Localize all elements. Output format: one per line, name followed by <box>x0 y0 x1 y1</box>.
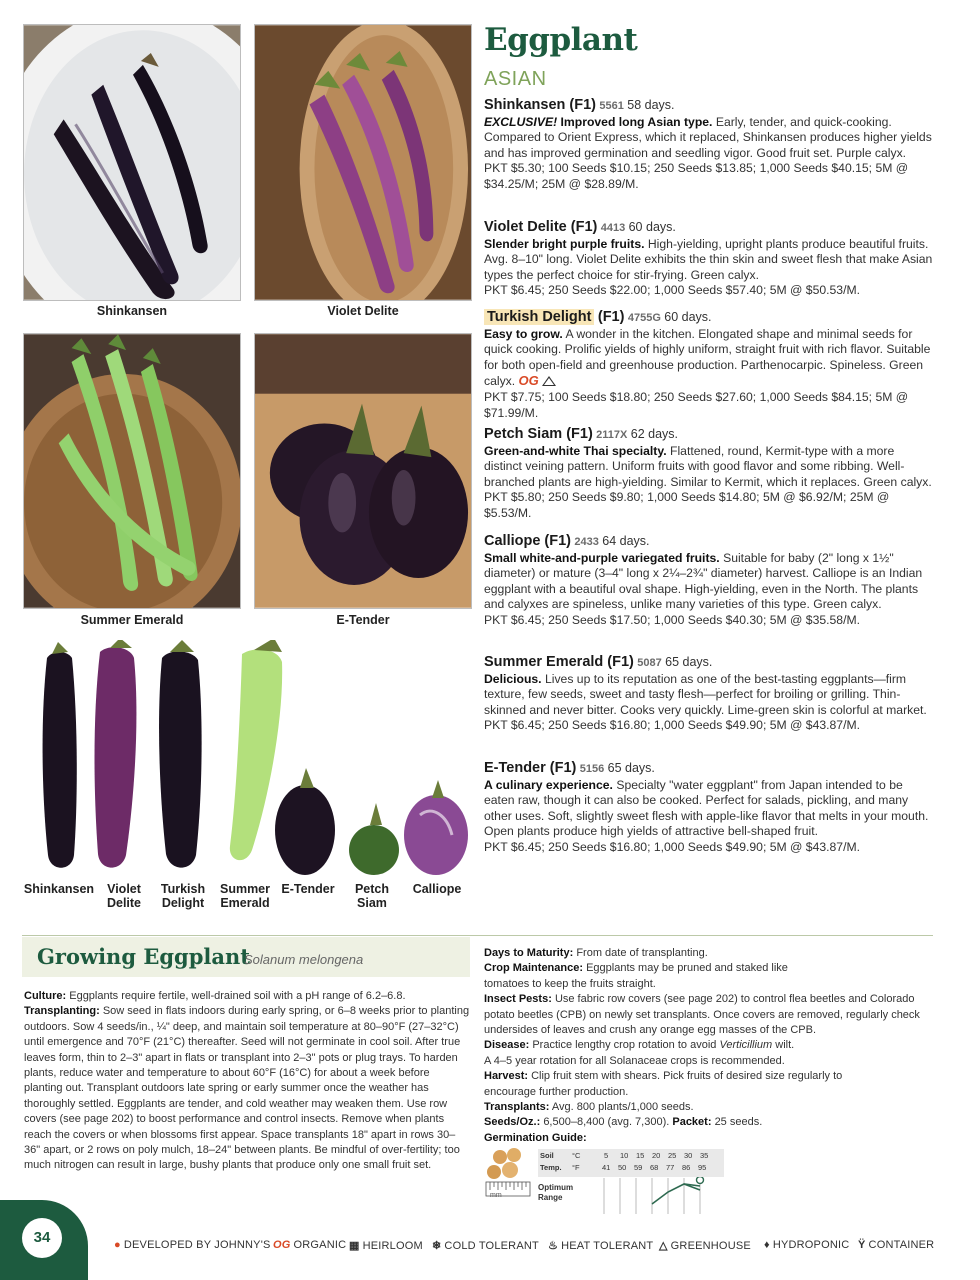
variety-e-tender <box>484 761 934 856</box>
variety-petch-siam <box>484 427 934 522</box>
variety-suffix: (F1) <box>597 309 625 325</box>
lineup-label-2: Violet Delite <box>106 882 142 910</box>
water-drop-icon: ♦ <box>764 1239 770 1251</box>
variety-code: 5156 <box>579 763 605 775</box>
legend-heat-tolerant: ♨ HEAT TOLERANT <box>548 1240 654 1252</box>
germination-temperature-table: Soil °C 5 10 15 20 25 30 35 Temp. °F 41 50 59 68 77 86 95 <box>538 1149 724 1177</box>
variety-days: 58 days. <box>627 98 675 112</box>
transplanting-paragraph: Transplanting: Sow seed in flats indoors during early spring, or 6–8 weeks prior to planting outdoors. Sow 4 seeds/in., ¼" deep, and maintain soil temperature at 80–90°F (27–32°C) until emergence and 70°F (21°C) thereafter. Seed will not germinate in cool soil. After true leaves form, thin to 2–3" apart in flats or transplant into 2–3" pots or plug trays. To harden plants, reduce water and temperature to about 60°F (16°C) for about a week before planting out. Transplant outdoors late spring or early summer once the weather has thoroughly settled. Eggplants are tender, and cold weather may weaken them. Use row covers (see page 202) to boost performance and control insects. Remove when plants reach the covers or when blossoms first appear. Space transplants 18" apart in rows 30–36" apart, or 2 rows on poly mulch, 18–24" between plants. Be mindful of over-fertility; too much nitrogen can result in large, bushy plants that produce only one small fruit set. <box>24 1005 470 1172</box>
variety-price: PKT $5.80; 250 Seeds $9.80; 1,000 Seeds $14.80; 5M @ $6.92/M; 25M @ $5.53/M. <box>484 490 890 520</box>
organic-icon: OG <box>273 1239 291 1251</box>
rotation-paragraph: A 4–5 year rotation for all Solanaceae crops is recommended. <box>484 1054 785 1067</box>
insect-paragraph: Insect Pests: Use fabric row covers (see page 202) to control flea beetles and Colorado potato beetles (CPB) on newly set transplants. Once covers are removed, regularly check undersides of leaves and crush any orange egg masses of the CPB. <box>484 993 920 1037</box>
disease-paragraph: Disease: Practice lengthy crop rotation to avoid Verticillium wilt. <box>484 1039 795 1052</box>
variety-days: 65 days. <box>607 761 655 775</box>
photo-shinkansen <box>23 24 241 301</box>
variety-summer-emerald <box>484 655 934 734</box>
variety-code: 4755G <box>627 312 661 324</box>
e-tender-image <box>255 334 471 608</box>
legend-organic: OG ORGANIC <box>273 1239 347 1251</box>
lineup-label-1: Shinkansen <box>23 882 95 896</box>
container-plant-icon: Ÿ <box>858 1239 866 1251</box>
growing-title: Growing Eggplant <box>37 944 250 969</box>
legend-container: Ÿ CONTAINER <box>858 1239 935 1251</box>
lineup-label-4: Summer Emerald <box>219 882 271 910</box>
page-title: Eggplant <box>484 22 638 58</box>
seeds-paragraph: Seeds/Oz.: 6,500–8,400 (avg. 7,300). Packet: 25 seeds. <box>484 1116 763 1129</box>
lineup-photo <box>22 640 472 875</box>
transplants-paragraph: Transplants: Avg. 800 plants/1,000 seeds. <box>484 1101 694 1114</box>
legend-cold-tolerant: ❄ COLD TOLERANT <box>432 1240 539 1252</box>
variety-code: 2117X <box>596 429 628 441</box>
shinkansen-image <box>24 25 240 300</box>
caption-summer-emerald: Summer Emerald <box>80 613 184 627</box>
lineup-label-3: Turkish Delight <box>160 882 206 910</box>
variety-price: PKT $6.45; 250 Seeds $22.00; 1,000 Seeds $57.40; 5M @ $50.53/M. <box>484 283 861 298</box>
harvest-paragraph: Harvest: Clip fruit stem with shears. Pick fruits of desired size regularly to encourage further production. <box>484 1070 843 1098</box>
growing-latin-name: Solanum melongena <box>244 952 364 967</box>
photo-violet-delite <box>254 24 472 301</box>
germination-label: Germination Guide: <box>484 1131 587 1144</box>
snowflake-icon: ❄ <box>432 1240 442 1252</box>
summer-emerald-image <box>24 334 240 608</box>
variety-code: 5561 <box>599 100 624 112</box>
variety-lead: Easy to grow. <box>484 326 563 341</box>
photo-summer-emerald <box>23 333 241 609</box>
variety-body: Early, tender, and quick-cooking. Compared to Orient Express, which it replaced, Shinkansen produces higher yields and has improved germination and seedling vigor. Good fruit set. Purple calyx. <box>484 114 932 160</box>
heat-icon: ♨ <box>548 1240 559 1252</box>
variety-body: High-yielding, upright plants produce beautiful fruits. Avg. 8–10" long. Violet Delite exhibits the thin skin and sweet flesh that make Asian types the perfect choice for stir-frying. Green calyx. <box>484 236 933 282</box>
variety-body: Flattened, round, Kermit-type with a more distinct veining pattern. Uniform fruits with good flavor and some ribbing. Well-branched plants are high-yielding. Similar to Kermit, which it replaces. Green calyx. <box>484 443 932 489</box>
variety-calliope <box>484 534 934 629</box>
variety-code: 4413 <box>600 222 626 234</box>
variety-price: PKT $5.30; 100 Seeds $10.15; 250 Seeds $13.85; 1,000 Seeds $40.15; 5M @ $34.25/M; 25M @ $28.89/M. <box>484 161 909 191</box>
variety-days: 60 days. <box>664 310 712 324</box>
caption-violet-delite: Violet Delite <box>327 304 399 318</box>
maturity-paragraph: Days to Maturity: From date of transplanting. <box>484 947 708 959</box>
variety-name: Violet Delite (F1) <box>484 219 598 235</box>
variety-lead: Delicious. <box>484 671 542 686</box>
variety-shinkansen <box>484 98 934 193</box>
exclusive-tag: EXCLUSIVE! <box>484 114 558 129</box>
caption-shinkansen: Shinkansen <box>96 304 168 318</box>
variety-price: PKT $6.45; 250 Seeds $16.80; 1,000 Seeds $49.90; 5M @ $43.87/M. <box>484 839 861 854</box>
variety-price: PKT $6.45; 250 Seeds $17.50; 1,000 Seeds $40.30; 5M @ $35.58/M. <box>484 612 861 627</box>
variety-body: Lives up to its reputation as one of the best-tasting eggplants—firm texture, few seeds, sweet and tasty flesh—perfect for broiling or grilling. Thin-skinned and never bitter. Cooks very quickly. Lime-green skin is colorful at market. <box>484 671 927 717</box>
legend-greenhouse: △ GREENHOUSE <box>659 1240 751 1252</box>
variety-lead: A culinary experience. <box>484 777 613 792</box>
organic-icon: OG <box>518 373 539 389</box>
variety-name: E-Tender (F1) <box>484 760 577 776</box>
variety-lead: Small white-and-purple variegated fruits. <box>484 550 720 565</box>
variety-code: 5087 <box>637 657 662 669</box>
legend-hydroponic: ♦ HYDROPONIC <box>764 1239 850 1251</box>
johnnys-seed-icon: ● <box>114 1239 121 1251</box>
optimum-range-label: Optimum Range <box>538 1183 574 1202</box>
variety-body: Suitable for baby (2" long x 1½" diameter) or mature (3–4" long x 2¼–2¾" diameter) harvest. Calliope is an Indian eggplant with a beautiful oval shape. High-yielding, even in the North. The plants and calyxes are spineless, unlike many varieties of this type. Green calyx. <box>484 550 923 612</box>
section-divider <box>22 935 933 936</box>
growing-left-column <box>24 989 470 1174</box>
lineup-label-7: Calliope <box>412 882 462 896</box>
heirloom-icon: ▦ <box>349 1240 360 1252</box>
variety-name: Turkish Delight <box>484 309 594 325</box>
variety-name: Summer Emerald (F1) <box>484 654 634 670</box>
greenhouse-icon <box>542 376 556 386</box>
lineup-label-6: Petch Siam <box>354 882 390 910</box>
variety-days: 64 days. <box>602 534 650 548</box>
legend-developed: ● DEVELOPED BY JOHNNY'S <box>114 1239 271 1251</box>
variety-price: PKT $7.75; 100 Seeds $18.80; 250 Seeds $27.60; 1,000 Seeds $84.15; 5M @ $71.99/M. <box>484 389 909 420</box>
page-number: 34 <box>22 1218 62 1258</box>
variety-turkish-delight <box>484 310 934 421</box>
legend-heirloom: ▦ HEIRLOOM <box>349 1240 423 1252</box>
violet-delite-image <box>255 25 471 300</box>
variety-name: Shinkansen (F1) <box>484 97 596 113</box>
variety-name: Calliope (F1) <box>484 533 572 549</box>
caption-e-tender: E-Tender <box>336 613 390 627</box>
growing-right-column <box>484 946 934 1146</box>
culture-paragraph: Culture: Eggplants require fertile, well-drained soil with a pH range of 6.2–6.8. <box>24 990 406 1002</box>
photo-e-tender <box>254 333 472 609</box>
crop-paragraph: Crop Maintenance: Eggplants may be pruned and staked like tomatoes to keep the fruits straight. <box>484 962 788 990</box>
ruler-mm-label: mm <box>490 1192 502 1199</box>
variety-days: 60 days. <box>628 220 676 234</box>
variety-lead: Slender bright purple fruits. <box>484 236 645 251</box>
variety-price: PKT $6.45; 250 Seeds $16.80; 1,000 Seeds $49.90; 5M @ $43.87/M. <box>484 718 861 733</box>
variety-lead: Improved long Asian type. <box>560 114 713 129</box>
variety-body: A wonder in the kitchen. Elongated shape and minimal seeds for quick cooking. Prolific yields of highly uniform, straight fruit with rich flavor. Suitable for both open-field and greenhouse production. Parthenocarpic. Spineless. Green calyx. <box>484 326 931 389</box>
lineup-label-5: E-Tender <box>281 882 335 896</box>
variety-days: 62 days. <box>630 427 679 441</box>
lineup-image <box>22 640 472 875</box>
greenhouse-icon: △ <box>659 1240 668 1252</box>
variety-days: 65 days. <box>665 655 713 669</box>
variety-violet-delite <box>484 220 934 299</box>
variety-code: 2433 <box>574 536 599 548</box>
page-subtitle: ASIAN <box>484 68 547 90</box>
variety-lead: Green-and-white Thai specialty. <box>484 443 667 458</box>
variety-name: Petch Siam (F1) <box>484 426 593 442</box>
variety-body: Specialty "water eggplant" from Japan intended to be eaten raw, though it can also be cooked. Perfect for salads, pickling, and many other uses. Soft, slightly sweet flesh with apple-like flavor that melts in your mouth. Open plants produce high yields of attractive bell-shaped fruit. <box>484 777 929 839</box>
